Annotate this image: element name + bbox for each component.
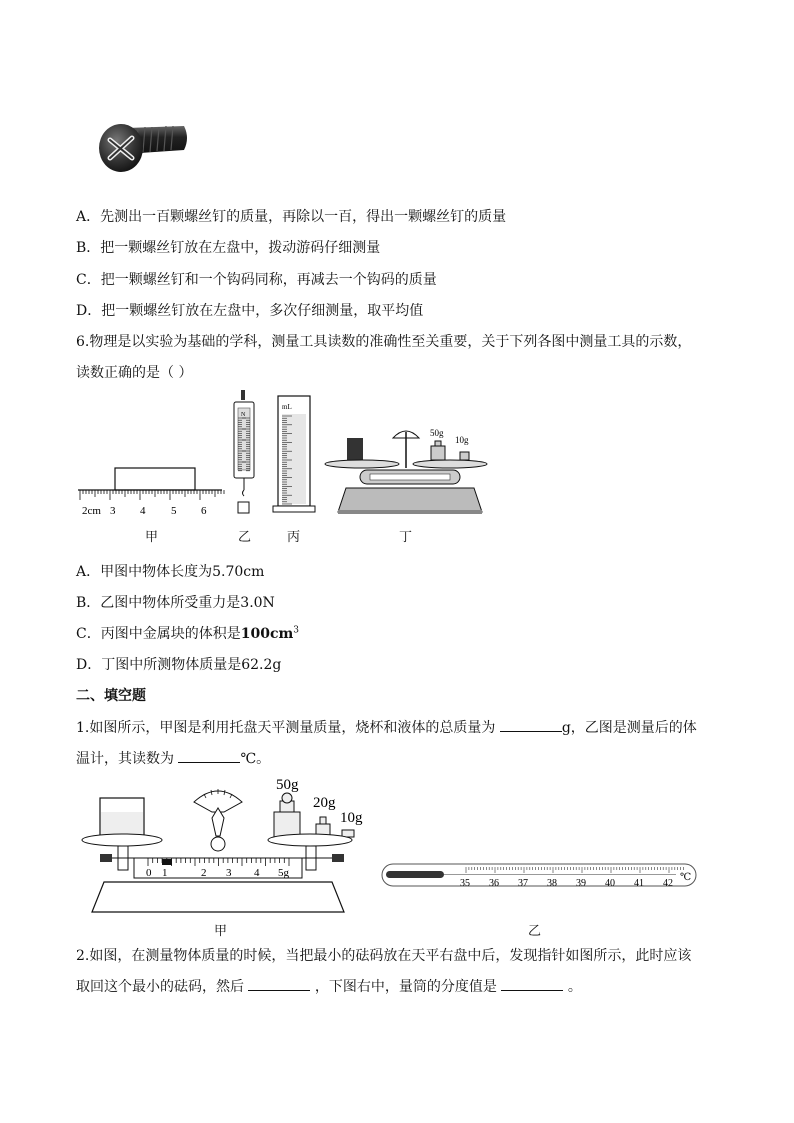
- scale-tick: 4: [254, 867, 260, 879]
- scale-tick: 5g: [278, 867, 289, 879]
- caption-jia: 甲: [214, 924, 228, 939]
- caption-yi: 乙: [528, 924, 542, 939]
- thermo-tick: 36: [489, 878, 499, 889]
- fill-1-line2: 温计，其读数为 ℃。: [76, 748, 270, 768]
- question-6-line2: 读数正确的是（ ）: [76, 365, 193, 381]
- answer-blank[interactable]: [178, 748, 240, 763]
- option-5b: B．把一颗螺丝钉放在左盘中，拨动游码仔细测量: [76, 240, 381, 256]
- option-6b: B．乙图中物体所受重力是3.0N: [76, 595, 275, 611]
- balance-figure-jia: [82, 777, 363, 912]
- screw-image: [96, 118, 192, 180]
- thermo-tick: 35: [460, 878, 470, 889]
- balance-figure-ding: [325, 428, 487, 514]
- weight-20g: 20g: [313, 795, 336, 811]
- weight-50g: 50g: [276, 777, 299, 793]
- fill-1-line1: 1.如图所示，甲图是利用托盘天平测量质量，烧杯和液体的总质量为 g，乙图是测量后的体: [76, 717, 697, 737]
- thermo-tick: 37: [518, 878, 528, 889]
- scale-tick: 3: [226, 867, 232, 879]
- thermo-unit: ℃: [680, 872, 692, 883]
- answer-blank[interactable]: [500, 717, 562, 732]
- spring-unit: N: [241, 412, 246, 418]
- option-5c: C．把一颗螺丝钉和一个钩码同称，再减去一个钩码的质量: [76, 272, 437, 288]
- option-6a: A．甲图中物体长度为5.70cm: [76, 564, 265, 580]
- ruler-tick-label: 6: [201, 505, 207, 517]
- weight-10g: 10g: [455, 435, 469, 445]
- answer-blank[interactable]: [248, 976, 310, 991]
- fill1-figures: [76, 772, 706, 917]
- caption-ding: 丁: [399, 530, 413, 545]
- fill-2-line1: 2.如图，在测量物体质量的时候，当把最小的砝码放在天平右盘中后，发现指针如图所示，此时应该: [76, 948, 692, 964]
- answer-blank[interactable]: [501, 976, 563, 991]
- caption-jia: 甲: [145, 530, 159, 545]
- thermo-tick: 38: [547, 878, 557, 889]
- caption-yi: 乙: [238, 530, 252, 545]
- cylinder-figure: [273, 396, 315, 512]
- scale-tick: 1: [162, 867, 168, 879]
- weight-50g: 50g: [430, 428, 444, 438]
- thermo-tick: 40: [605, 878, 615, 889]
- thermo-tick: 42: [663, 878, 673, 889]
- spring-scale-figure: [234, 390, 254, 513]
- scale-tick: 2: [201, 867, 207, 879]
- ruler-tick-label: 2cm: [82, 505, 101, 517]
- cylinder-unit: mL: [282, 403, 292, 411]
- ruler-tick-label: 5: [171, 505, 177, 517]
- fill-2-line2: 取回这个最小的砝码，然后 ，下图右中，量筒的分度值是 。: [76, 976, 582, 996]
- ruler-figure: [78, 468, 224, 517]
- caption-bing: 丙: [287, 530, 301, 545]
- thermo-tick: 41: [634, 878, 644, 889]
- option-6c: C．丙图中金属块的体积是$100cm^3$: [76, 625, 300, 642]
- weight-10g: 10g: [340, 810, 363, 826]
- option-5d: D．把一颗螺丝钉放在左盘中，多次仔细测量，取平均值: [76, 303, 424, 319]
- ruler-tick-label: 3: [110, 505, 116, 517]
- thermometer-figure: [382, 864, 696, 889]
- scale-tick: 0: [146, 867, 152, 879]
- option-6d: D．丁图中所测物体质量是62.2g: [76, 657, 282, 673]
- ruler-tick-label: 4: [140, 505, 146, 517]
- question-6-line1: 6.物理是以实验为基础的学科，测量工具读数的准确性至关重要，关于下列各图中测量工具的示数，: [76, 334, 692, 350]
- q6-figures: [70, 388, 500, 518]
- section-title: 二、填空题: [76, 688, 146, 704]
- option-5a: A．先测出一百颗螺丝钉的质量，再除以一百，得出一颗螺丝钉的质量: [76, 209, 507, 225]
- thermo-tick: 39: [576, 878, 586, 889]
